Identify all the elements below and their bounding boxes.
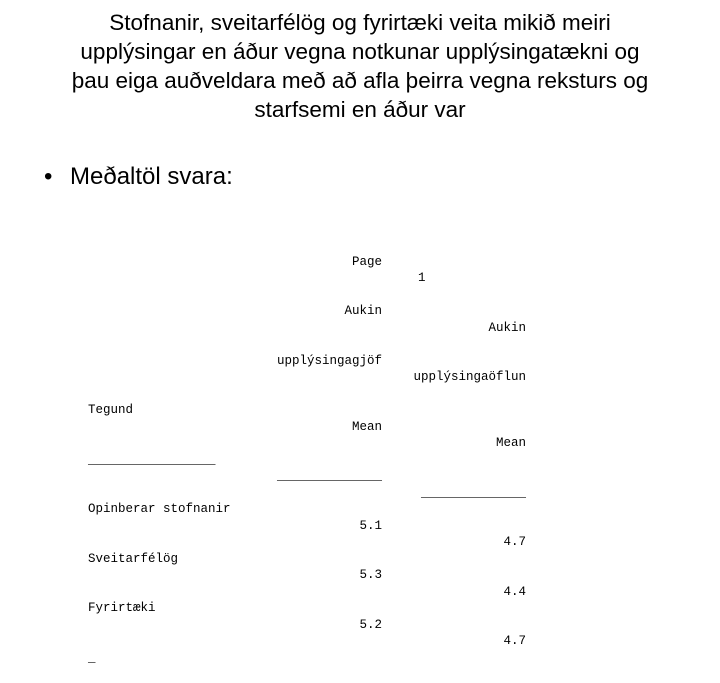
col1-rule: _________________ <box>88 452 216 467</box>
title-line: upplýsingar en áður vegna notkunar upplýsingatækni og <box>80 39 640 64</box>
trailing-line <box>88 633 548 665</box>
trailing-mark: _ <box>88 650 96 665</box>
table-row <box>88 534 548 599</box>
page-label: Page <box>351 254 382 269</box>
header-line <box>88 237 548 285</box>
row-value-2: 4.7 <box>503 535 526 549</box>
col3-header: Mean <box>495 436 526 450</box>
table-row <box>88 485 548 549</box>
title-line: Stofnanir, sveitarfélög og fyrirtæki veita mikið meiri <box>109 10 611 35</box>
header-line <box>88 336 548 384</box>
slide-title <box>30 8 690 124</box>
col2-rule: ______________ <box>276 469 382 483</box>
row-value-1: 5.2 <box>359 617 382 632</box>
bullet-item <box>44 162 233 192</box>
row-label: Sveitarfélög <box>88 551 179 566</box>
page-number: 1 <box>418 271 426 285</box>
col3-header: Aukin <box>488 320 526 335</box>
rule-line <box>88 435 548 500</box>
title-line: þau eiga auðveldara með að afla þeirra vegna reksturs og <box>71 68 649 93</box>
table-row <box>88 584 548 648</box>
row-label: Opinberar stofnanir <box>88 502 231 516</box>
title-line: starfsemi en áður var <box>254 97 466 122</box>
col2-header: upplýsingagjöf <box>276 353 382 368</box>
header-line <box>88 287 548 335</box>
row-value-2: 4.4 <box>503 584 526 599</box>
col2-header: Mean <box>351 419 382 434</box>
col1-header: Tegund <box>88 403 134 417</box>
row-value-1: 5.3 <box>359 568 382 582</box>
row-value-2: 4.7 <box>503 634 526 648</box>
header-line <box>88 386 548 450</box>
col3-rule: ______________ <box>420 485 526 500</box>
bullet-icon: • <box>44 163 53 190</box>
bullet-text: Meðaltöl svara: <box>70 163 233 190</box>
col3-header: upplýsingaöflun <box>413 370 526 384</box>
row-value-1: 5.1 <box>359 518 382 533</box>
statistics-output <box>88 204 548 666</box>
col2-header: Aukin <box>344 304 382 318</box>
row-label: Fyrirtæki <box>88 601 156 615</box>
